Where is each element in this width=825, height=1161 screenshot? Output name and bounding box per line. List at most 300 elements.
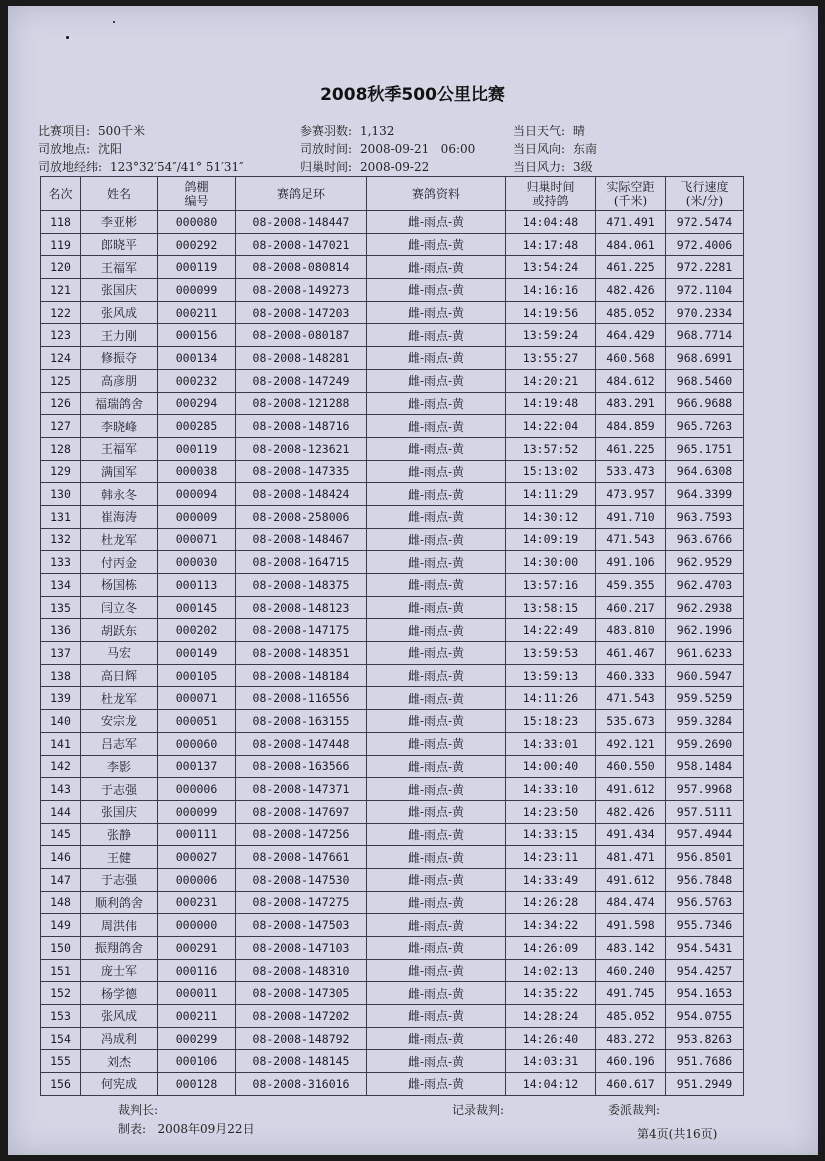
cell-arrival: 13:55:27 bbox=[506, 347, 596, 370]
cell-rank: 136 bbox=[41, 619, 81, 642]
footer-chief-judge: 裁判长: bbox=[118, 1103, 159, 1117]
results-table bbox=[40, 176, 744, 1096]
cell-name: 张国庆 bbox=[81, 800, 158, 823]
cell-ring: 08-2008-147203 bbox=[236, 301, 367, 324]
cell-ring: 08-2008-147275 bbox=[236, 891, 367, 914]
cell-speed: 964.3399 bbox=[666, 483, 744, 506]
cell-loft-no: 000156 bbox=[158, 324, 236, 347]
cell-info: 雌-雨点-黄 bbox=[367, 755, 506, 778]
cell-distance: 481.471 bbox=[596, 846, 666, 869]
cell-speed: 968.5460 bbox=[666, 369, 744, 392]
cell-name: 李晓峰 bbox=[81, 415, 158, 438]
cell-rank: 131 bbox=[41, 505, 81, 528]
header-distance: 实际空距 (千米) bbox=[596, 177, 666, 211]
cell-rank: 140 bbox=[41, 710, 81, 733]
cell-loft-no: 000149 bbox=[158, 642, 236, 665]
cell-speed: 951.7686 bbox=[666, 1050, 744, 1073]
cell-loft-no: 000119 bbox=[158, 256, 236, 279]
cell-ring: 08-2008-163566 bbox=[236, 755, 367, 778]
table-row bbox=[41, 460, 744, 483]
cell-distance: 484.612 bbox=[596, 369, 666, 392]
cell-loft-no: 000145 bbox=[158, 596, 236, 619]
cell-loft-no: 000099 bbox=[158, 800, 236, 823]
cell-name: 顺利鸽舍 bbox=[81, 891, 158, 914]
cell-ring: 08-2008-147448 bbox=[236, 732, 367, 755]
cell-arrival: 14:22:49 bbox=[506, 619, 596, 642]
table-row bbox=[41, 415, 744, 438]
footer-assigned-judge: 委派裁判: bbox=[608, 1103, 661, 1117]
cell-arrival: 14:04:12 bbox=[506, 1073, 596, 1096]
cell-rank: 142 bbox=[41, 755, 81, 778]
cell-distance: 484.859 bbox=[596, 415, 666, 438]
cell-info: 雌-雨点-黄 bbox=[367, 301, 506, 324]
cell-rank: 130 bbox=[41, 483, 81, 506]
cell-distance: 485.052 bbox=[596, 1005, 666, 1028]
cell-loft-no: 000294 bbox=[158, 392, 236, 415]
table-row bbox=[41, 551, 744, 574]
cell-loft-no: 000038 bbox=[158, 460, 236, 483]
cell-distance: 460.568 bbox=[596, 347, 666, 370]
cell-distance: 461.225 bbox=[596, 256, 666, 279]
cell-speed: 954.4257 bbox=[666, 959, 744, 982]
cell-ring: 08-2008-147175 bbox=[236, 619, 367, 642]
cell-ring: 08-2008-147335 bbox=[236, 460, 367, 483]
cell-name: 郎晓平 bbox=[81, 233, 158, 256]
cell-arrival: 14:26:40 bbox=[506, 1027, 596, 1050]
cell-rank: 127 bbox=[41, 415, 81, 438]
cell-speed: 965.1751 bbox=[666, 437, 744, 460]
cell-distance: 471.543 bbox=[596, 528, 666, 551]
cell-arrival: 13:57:16 bbox=[506, 574, 596, 597]
cell-arrival: 14:11:26 bbox=[506, 687, 596, 710]
cell-ring: 08-2008-148184 bbox=[236, 664, 367, 687]
cell-info: 雌-雨点-黄 bbox=[367, 437, 506, 460]
cell-loft-no: 000080 bbox=[158, 211, 236, 234]
cell-speed: 968.6991 bbox=[666, 347, 744, 370]
cell-arrival: 15:18:23 bbox=[506, 710, 596, 733]
cell-rank: 141 bbox=[41, 732, 81, 755]
cell-loft-no: 000060 bbox=[158, 732, 236, 755]
cell-info: 雌-雨点-黄 bbox=[367, 823, 506, 846]
cell-distance: 471.491 bbox=[596, 211, 666, 234]
meta-entries: 参赛羽数: 1,132 bbox=[300, 124, 395, 138]
cell-arrival: 14:28:24 bbox=[506, 1005, 596, 1028]
table-row bbox=[41, 800, 744, 823]
header-speed: 飞行速度 (米/分) bbox=[666, 177, 744, 211]
cell-arrival: 14:04:48 bbox=[506, 211, 596, 234]
header-loft-no: 鸽棚 编号 bbox=[158, 177, 236, 211]
cell-ring: 08-2008-316016 bbox=[236, 1073, 367, 1096]
cell-distance: 460.240 bbox=[596, 959, 666, 982]
table-row bbox=[41, 233, 744, 256]
footer-page-number: 第4页(共16页) bbox=[637, 1127, 718, 1141]
cell-arrival: 14:19:48 bbox=[506, 392, 596, 415]
cell-rank: 138 bbox=[41, 664, 81, 687]
cell-ring: 08-2008-148467 bbox=[236, 528, 367, 551]
cell-distance: 461.225 bbox=[596, 437, 666, 460]
cell-loft-no: 000285 bbox=[158, 415, 236, 438]
cell-name: 张国庆 bbox=[81, 279, 158, 302]
cell-name: 高日辉 bbox=[81, 664, 158, 687]
cell-ring: 08-2008-148716 bbox=[236, 415, 367, 438]
cell-loft-no: 000011 bbox=[158, 982, 236, 1005]
cell-speed: 959.5259 bbox=[666, 687, 744, 710]
cell-speed: 962.1996 bbox=[666, 619, 744, 642]
cell-distance: 464.429 bbox=[596, 324, 666, 347]
cell-ring: 08-2008-148145 bbox=[236, 1050, 367, 1073]
cell-ring: 08-2008-147371 bbox=[236, 778, 367, 801]
cell-speed: 965.7263 bbox=[666, 415, 744, 438]
cell-info: 雌-雨点-黄 bbox=[367, 710, 506, 733]
cell-loft-no: 000292 bbox=[158, 233, 236, 256]
table-row bbox=[41, 914, 744, 937]
header-arrival: 归巢时间 或持鸽 bbox=[506, 177, 596, 211]
cell-ring: 08-2008-123621 bbox=[236, 437, 367, 460]
cell-distance: 460.217 bbox=[596, 596, 666, 619]
cell-info: 雌-雨点-黄 bbox=[367, 279, 506, 302]
table-row bbox=[41, 324, 744, 347]
cell-loft-no: 000105 bbox=[158, 664, 236, 687]
cell-loft-no: 000134 bbox=[158, 347, 236, 370]
cell-distance: 482.426 bbox=[596, 800, 666, 823]
cell-name: 胡跃东 bbox=[81, 619, 158, 642]
page-title: 2008秋季500公里比赛 bbox=[320, 85, 505, 105]
cell-rank: 122 bbox=[41, 301, 81, 324]
cell-distance: 535.673 bbox=[596, 710, 666, 733]
cell-name: 满国军 bbox=[81, 460, 158, 483]
meta-race-item: 比赛项目: 500千米 bbox=[38, 124, 145, 138]
cell-arrival: 14:30:00 bbox=[506, 551, 596, 574]
cell-name: 修振夺 bbox=[81, 347, 158, 370]
cell-info: 雌-雨点-黄 bbox=[367, 505, 506, 528]
cell-name: 杜龙军 bbox=[81, 687, 158, 710]
cell-info: 雌-雨点-黄 bbox=[367, 891, 506, 914]
cell-loft-no: 000291 bbox=[158, 937, 236, 960]
cell-ring: 08-2008-148447 bbox=[236, 211, 367, 234]
cell-ring: 08-2008-147103 bbox=[236, 937, 367, 960]
header-ring: 赛鸽足环 bbox=[236, 177, 367, 211]
cell-speed: 970.2334 bbox=[666, 301, 744, 324]
cell-arrival: 14:17:48 bbox=[506, 233, 596, 256]
cell-info: 雌-雨点-黄 bbox=[367, 369, 506, 392]
cell-arrival: 14:35:22 bbox=[506, 982, 596, 1005]
table-row bbox=[41, 301, 744, 324]
cell-arrival: 15:13:02 bbox=[506, 460, 596, 483]
cell-distance: 491.612 bbox=[596, 868, 666, 891]
cell-distance: 491.598 bbox=[596, 914, 666, 937]
meta-wind-force: 当日风力: 3级 bbox=[513, 160, 593, 174]
cell-rank: 132 bbox=[41, 528, 81, 551]
table-row bbox=[41, 369, 744, 392]
table-row bbox=[41, 211, 744, 234]
cell-rank: 134 bbox=[41, 574, 81, 597]
cell-rank: 151 bbox=[41, 959, 81, 982]
cell-name: 杜龙军 bbox=[81, 528, 158, 551]
cell-loft-no: 000071 bbox=[158, 687, 236, 710]
cell-speed: 954.5431 bbox=[666, 937, 744, 960]
cell-info: 雌-雨点-黄 bbox=[367, 868, 506, 891]
table-row bbox=[41, 1073, 744, 1096]
cell-arrival: 14:19:56 bbox=[506, 301, 596, 324]
cell-distance: 483.272 bbox=[596, 1027, 666, 1050]
cell-distance: 484.061 bbox=[596, 233, 666, 256]
table-row bbox=[41, 732, 744, 755]
cell-loft-no: 000099 bbox=[158, 279, 236, 302]
cell-loft-no: 000211 bbox=[158, 1005, 236, 1028]
cell-distance: 491.106 bbox=[596, 551, 666, 574]
cell-rank: 126 bbox=[41, 392, 81, 415]
cell-name: 何宪成 bbox=[81, 1073, 158, 1096]
cell-info: 雌-雨点-黄 bbox=[367, 937, 506, 960]
cell-arrival: 13:59:13 bbox=[506, 664, 596, 687]
cell-name: 吕志军 bbox=[81, 732, 158, 755]
cell-loft-no: 000027 bbox=[158, 846, 236, 869]
cell-info: 雌-雨点-黄 bbox=[367, 415, 506, 438]
cell-rank: 121 bbox=[41, 279, 81, 302]
cell-rank: 124 bbox=[41, 347, 81, 370]
table-row bbox=[41, 959, 744, 982]
cell-speed: 954.1653 bbox=[666, 982, 744, 1005]
cell-speed: 964.6308 bbox=[666, 460, 744, 483]
cell-speed: 968.7714 bbox=[666, 324, 744, 347]
cell-rank: 119 bbox=[41, 233, 81, 256]
cell-speed: 962.4703 bbox=[666, 574, 744, 597]
cell-speed: 957.4944 bbox=[666, 823, 744, 846]
cell-distance: 482.426 bbox=[596, 279, 666, 302]
cell-info: 雌-雨点-黄 bbox=[367, 392, 506, 415]
cell-info: 雌-雨点-黄 bbox=[367, 1050, 506, 1073]
table-row bbox=[41, 1027, 744, 1050]
cell-rank: 135 bbox=[41, 596, 81, 619]
cell-loft-no: 000202 bbox=[158, 619, 236, 642]
cell-distance: 483.142 bbox=[596, 937, 666, 960]
table-row bbox=[41, 982, 744, 1005]
cell-ring: 08-2008-164715 bbox=[236, 551, 367, 574]
cell-ring: 08-2008-163155 bbox=[236, 710, 367, 733]
cell-info: 雌-雨点-黄 bbox=[367, 687, 506, 710]
cell-speed: 956.8501 bbox=[666, 846, 744, 869]
cell-distance: 471.543 bbox=[596, 687, 666, 710]
cell-rank: 118 bbox=[41, 211, 81, 234]
cell-name: 张风成 bbox=[81, 1005, 158, 1028]
cell-loft-no: 000006 bbox=[158, 868, 236, 891]
cell-loft-no: 000137 bbox=[158, 755, 236, 778]
cell-name: 王福军 bbox=[81, 256, 158, 279]
cell-loft-no: 000106 bbox=[158, 1050, 236, 1073]
cell-name: 杨国栋 bbox=[81, 574, 158, 597]
cell-info: 雌-雨点-黄 bbox=[367, 460, 506, 483]
cell-loft-no: 000231 bbox=[158, 891, 236, 914]
cell-info: 雌-雨点-黄 bbox=[367, 211, 506, 234]
cell-ring: 08-2008-147202 bbox=[236, 1005, 367, 1028]
cell-arrival: 14:03:31 bbox=[506, 1050, 596, 1073]
cell-info: 雌-雨点-黄 bbox=[367, 914, 506, 937]
cell-loft-no: 000094 bbox=[158, 483, 236, 506]
cell-name: 冯成利 bbox=[81, 1027, 158, 1050]
table-row bbox=[41, 1005, 744, 1028]
cell-info: 雌-雨点-黄 bbox=[367, 959, 506, 982]
meta-return-time: 归巢时间: 2008-09-22 bbox=[300, 160, 430, 174]
cell-arrival: 13:59:24 bbox=[506, 324, 596, 347]
cell-ring: 08-2008-148281 bbox=[236, 347, 367, 370]
cell-ring: 08-2008-080187 bbox=[236, 324, 367, 347]
cell-arrival: 14:02:13 bbox=[506, 959, 596, 982]
cell-speed: 956.5763 bbox=[666, 891, 744, 914]
cell-arrival: 14:26:09 bbox=[506, 937, 596, 960]
cell-rank: 137 bbox=[41, 642, 81, 665]
cell-name: 高彦朋 bbox=[81, 369, 158, 392]
table-header-row bbox=[41, 177, 744, 211]
cell-rank: 154 bbox=[41, 1027, 81, 1050]
cell-loft-no: 000119 bbox=[158, 437, 236, 460]
cell-info: 雌-雨点-黄 bbox=[367, 574, 506, 597]
cell-ring: 08-2008-080814 bbox=[236, 256, 367, 279]
cell-name: 李亚彬 bbox=[81, 211, 158, 234]
cell-info: 雌-雨点-黄 bbox=[367, 1027, 506, 1050]
cell-speed: 963.6766 bbox=[666, 528, 744, 551]
table-row bbox=[41, 483, 744, 506]
cell-rank: 125 bbox=[41, 369, 81, 392]
cell-name: 马宏 bbox=[81, 642, 158, 665]
meta-release-time: 司放时间: 2008-09-21 06:00 bbox=[300, 142, 476, 156]
cell-info: 雌-雨点-黄 bbox=[367, 1073, 506, 1096]
cell-distance: 473.957 bbox=[596, 483, 666, 506]
cell-ring: 08-2008-148123 bbox=[236, 596, 367, 619]
cell-loft-no: 000006 bbox=[158, 778, 236, 801]
cell-speed: 957.5111 bbox=[666, 800, 744, 823]
header-info: 赛鸽资料 bbox=[367, 177, 506, 211]
cell-name: 韩永冬 bbox=[81, 483, 158, 506]
cell-arrival: 14:11:29 bbox=[506, 483, 596, 506]
cell-name: 刘杰 bbox=[81, 1050, 158, 1073]
table-row bbox=[41, 937, 744, 960]
table-row bbox=[41, 574, 744, 597]
cell-loft-no: 000299 bbox=[158, 1027, 236, 1050]
cell-loft-no: 000232 bbox=[158, 369, 236, 392]
cell-loft-no: 000111 bbox=[158, 823, 236, 846]
cell-ring: 08-2008-147503 bbox=[236, 914, 367, 937]
cell-name: 福瑞鸽舍 bbox=[81, 392, 158, 415]
cell-rank: 155 bbox=[41, 1050, 81, 1073]
table-row bbox=[41, 891, 744, 914]
cell-speed: 972.2281 bbox=[666, 256, 744, 279]
cell-loft-no: 000116 bbox=[158, 959, 236, 982]
cell-name: 振翔鸽舍 bbox=[81, 937, 158, 960]
cell-distance: 460.617 bbox=[596, 1073, 666, 1096]
cell-name: 安宗龙 bbox=[81, 710, 158, 733]
cell-arrival: 14:26:28 bbox=[506, 891, 596, 914]
table-row bbox=[41, 778, 744, 801]
cell-loft-no: 000009 bbox=[158, 505, 236, 528]
cell-arrival: 14:30:12 bbox=[506, 505, 596, 528]
cell-name: 庞士军 bbox=[81, 959, 158, 982]
table-row bbox=[41, 528, 744, 551]
cell-speed: 955.7346 bbox=[666, 914, 744, 937]
cell-rank: 153 bbox=[41, 1005, 81, 1028]
table-row bbox=[41, 846, 744, 869]
cell-info: 雌-雨点-黄 bbox=[367, 1005, 506, 1028]
cell-distance: 460.550 bbox=[596, 755, 666, 778]
meta-weather: 当日天气: 晴 bbox=[513, 124, 586, 138]
cell-distance: 460.333 bbox=[596, 664, 666, 687]
cell-arrival: 13:54:24 bbox=[506, 256, 596, 279]
cell-speed: 958.1484 bbox=[666, 755, 744, 778]
cell-speed: 961.6233 bbox=[666, 642, 744, 665]
cell-arrival: 13:57:52 bbox=[506, 437, 596, 460]
cell-info: 雌-雨点-黄 bbox=[367, 732, 506, 755]
cell-info: 雌-雨点-黄 bbox=[367, 324, 506, 347]
cell-ring: 08-2008-148424 bbox=[236, 483, 367, 506]
cell-arrival: 14:33:10 bbox=[506, 778, 596, 801]
cell-speed: 959.2690 bbox=[666, 732, 744, 755]
cell-info: 雌-雨点-黄 bbox=[367, 596, 506, 619]
cell-speed: 972.4006 bbox=[666, 233, 744, 256]
cell-ring: 08-2008-148351 bbox=[236, 642, 367, 665]
cell-ring: 08-2008-147256 bbox=[236, 823, 367, 846]
footer-made-by: 制表: 2008年09月22日 bbox=[118, 1122, 255, 1136]
cell-arrival: 14:33:15 bbox=[506, 823, 596, 846]
cell-rank: 129 bbox=[41, 460, 81, 483]
cell-distance: 461.467 bbox=[596, 642, 666, 665]
cell-distance: 533.473 bbox=[596, 460, 666, 483]
cell-info: 雌-雨点-黄 bbox=[367, 483, 506, 506]
cell-loft-no: 000000 bbox=[158, 914, 236, 937]
table-row bbox=[41, 256, 744, 279]
table-row bbox=[41, 823, 744, 846]
table-row bbox=[41, 710, 744, 733]
cell-info: 雌-雨点-黄 bbox=[367, 233, 506, 256]
cell-name: 杨学德 bbox=[81, 982, 158, 1005]
meta-wind-direction: 当日风向: 东南 bbox=[513, 142, 598, 156]
ink-speck bbox=[66, 36, 69, 39]
cell-rank: 145 bbox=[41, 823, 81, 846]
cell-speed: 951.2949 bbox=[666, 1073, 744, 1096]
cell-speed: 954.0755 bbox=[666, 1005, 744, 1028]
cell-name: 张风成 bbox=[81, 301, 158, 324]
cell-distance: 460.196 bbox=[596, 1050, 666, 1073]
cell-loft-no: 000071 bbox=[158, 528, 236, 551]
cell-loft-no: 000051 bbox=[158, 710, 236, 733]
table-row bbox=[41, 437, 744, 460]
cell-distance: 459.355 bbox=[596, 574, 666, 597]
cell-info: 雌-雨点-黄 bbox=[367, 846, 506, 869]
header-rank: 名次 bbox=[41, 177, 81, 211]
cell-ring: 08-2008-149273 bbox=[236, 279, 367, 302]
cell-loft-no: 000128 bbox=[158, 1073, 236, 1096]
cell-rank: 156 bbox=[41, 1073, 81, 1096]
cell-ring: 08-2008-258006 bbox=[236, 505, 367, 528]
cell-loft-no: 000211 bbox=[158, 301, 236, 324]
cell-rank: 139 bbox=[41, 687, 81, 710]
cell-name: 周洪伟 bbox=[81, 914, 158, 937]
cell-rank: 146 bbox=[41, 846, 81, 869]
cell-arrival: 14:34:22 bbox=[506, 914, 596, 937]
cell-ring: 08-2008-148310 bbox=[236, 959, 367, 982]
cell-distance: 491.745 bbox=[596, 982, 666, 1005]
cell-distance: 492.121 bbox=[596, 732, 666, 755]
table-row bbox=[41, 755, 744, 778]
cell-name: 于志强 bbox=[81, 868, 158, 891]
cell-info: 雌-雨点-黄 bbox=[367, 347, 506, 370]
cell-rank: 143 bbox=[41, 778, 81, 801]
table-row bbox=[41, 642, 744, 665]
cell-speed: 953.8263 bbox=[666, 1027, 744, 1050]
cell-name: 闫立冬 bbox=[81, 596, 158, 619]
cell-loft-no: 000030 bbox=[158, 551, 236, 574]
cell-ring: 08-2008-147305 bbox=[236, 982, 367, 1005]
cell-rank: 152 bbox=[41, 982, 81, 1005]
cell-ring: 08-2008-147530 bbox=[236, 868, 367, 891]
